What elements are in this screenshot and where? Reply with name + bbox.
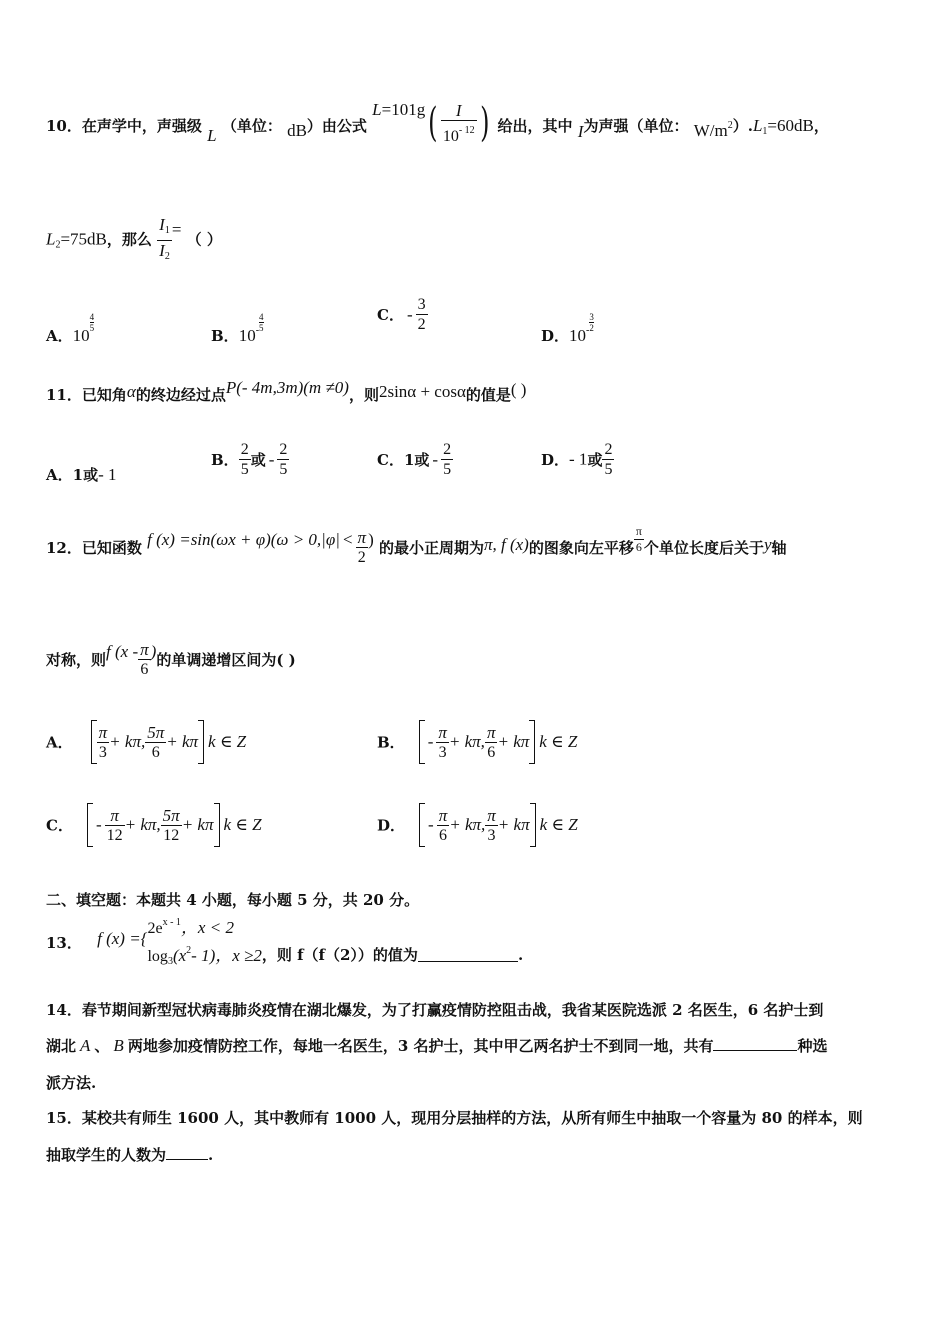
var-A: A — [80, 1036, 91, 1055]
function-def: f (x) =sin(ωx + φ)(ω > 0, — [147, 529, 322, 549]
q12-text: 已知函数 — [81, 539, 142, 557]
var-y: y — [763, 534, 772, 554]
exp-den: 5 — [259, 323, 264, 333]
option-c-sign: - — [432, 449, 439, 469]
mid: + kπ, — [449, 815, 486, 834]
q10-text: 给出，其中 — [497, 116, 573, 135]
option-b-or: 或 — [250, 451, 266, 469]
frac-den: 5 — [279, 461, 288, 478]
period: π, f (x) — [483, 534, 529, 554]
k-in-z: k ∈ Z — [208, 732, 247, 751]
exp-num: 4 — [259, 312, 264, 322]
formula-L: L — [372, 100, 382, 119]
frac-den: 5 — [240, 461, 249, 478]
option-d-value: - 1 — [569, 449, 588, 469]
q10-text: （单位： — [221, 116, 282, 135]
frac-num: π — [635, 524, 642, 538]
q13-number: 13． — [46, 934, 82, 952]
q11-option-d[interactable] — [541, 440, 614, 479]
option-label: C． — [377, 306, 404, 324]
frac — [97, 723, 110, 762]
frac-num: 2 — [279, 441, 288, 458]
q11-option-c[interactable] — [377, 440, 453, 479]
expression: 2sinα + cosα — [378, 382, 466, 401]
case-2-cond: - 1)，x ≥2 — [191, 946, 262, 965]
q13-end: . — [517, 945, 524, 964]
option-b-sign: - — [268, 449, 275, 469]
section-heading: 二、填空题：本题共 4 小题，每小题 5 分，共 20 分。 — [46, 891, 420, 909]
q12-option-c[interactable] — [46, 803, 262, 847]
exp-num: 3 — [589, 312, 594, 322]
option-label: A． — [46, 733, 73, 752]
option-b-base: 10 — [238, 326, 256, 345]
mid: + kπ — [497, 815, 530, 834]
q10-text: ）. — [732, 116, 753, 135]
case-2-exp: 2 — [186, 945, 192, 956]
piecewise-cases — [147, 912, 261, 973]
answer-paren: （ ） — [186, 230, 222, 249]
q10-option-c[interactable] — [377, 295, 428, 334]
frac-num: 2 — [240, 441, 249, 458]
exp-den: 5 — [89, 323, 95, 333]
q14-line1: 14．春节期间新型冠状病毒肺炎疫情在湖北爆发，为了打赢疫情防控阻击战，我省某医院选派 2 名医生，6 名护士到 — [46, 1001, 824, 1019]
frac — [437, 806, 450, 845]
frac — [485, 806, 498, 845]
L1-value: =60dB — [767, 115, 814, 135]
frac-den: 6 — [140, 661, 149, 678]
frac-num: 5π — [162, 805, 180, 825]
point-P: P(- 4m,3m)(m ≠0) — [225, 378, 349, 397]
option-d-frac — [602, 440, 614, 479]
sign: - — [428, 815, 434, 834]
q11-option-b[interactable] — [211, 440, 289, 479]
frac — [145, 723, 166, 762]
frac-den: 6 — [438, 826, 447, 844]
exp-num: 4 — [89, 312, 95, 322]
frac — [436, 723, 449, 762]
option-c-frac — [416, 295, 428, 334]
mid: + kπ, — [109, 732, 146, 751]
q12-option-d[interactable] — [377, 803, 578, 847]
q10-text: 为声强（单位： — [583, 116, 689, 135]
formula-eq: =101g — [381, 100, 426, 119]
answer-paren: ( ) — [510, 380, 527, 399]
option-b-sign: - — [255, 325, 260, 336]
var-I: I — [577, 121, 584, 141]
frac-exp: - 12 — [458, 124, 475, 136]
ratio-bot-sub: 2 — [164, 251, 170, 262]
frac-den: 3 — [98, 743, 107, 761]
abs-phi: |φ| — [321, 529, 340, 549]
frac-den: 6 — [635, 540, 642, 554]
q15-text: 抽取学生的人数为 — [46, 1146, 167, 1164]
paren-right: ) — [479, 100, 490, 146]
frac-den: 5 — [604, 461, 613, 478]
frac-den: 6 — [487, 743, 496, 761]
option-label: C． — [377, 451, 404, 469]
q14-text: 种选 — [797, 1037, 828, 1055]
q15-line1: 15．某校共有师生 1600 人，其中教师有 1000 人，现用分层抽样的方法，从所有师生中抽取一个容量为 80 的样本，则 — [46, 1109, 863, 1127]
ratio-top: I — [159, 215, 165, 234]
option-a-value: - 1 — [98, 465, 117, 484]
case-1-exp: x - 1 — [162, 917, 181, 928]
frac-den: 6 — [151, 743, 160, 761]
q10-line2 — [46, 215, 222, 266]
frac-num: 5π — [147, 722, 165, 742]
q12-number: 12． — [46, 539, 82, 557]
q12-text: 个单位长度后关于 — [643, 539, 764, 557]
option-b-exp — [259, 312, 264, 333]
frac — [485, 723, 498, 762]
less-than: < — [342, 529, 353, 549]
option-label: B． — [377, 733, 405, 752]
unit-w-exp: 2 — [727, 119, 733, 131]
ratio-top-sub: 1 — [164, 225, 170, 236]
formula-fraction — [441, 101, 477, 146]
frac-num: 2 — [604, 441, 613, 458]
q11-line — [46, 378, 527, 405]
option-label: D． — [377, 816, 406, 835]
var-L1: L — [752, 115, 763, 135]
q10-line1 — [46, 100, 829, 150]
option-d-exp — [589, 312, 594, 333]
shift-fraction — [634, 524, 644, 555]
option-label: A． — [46, 466, 73, 484]
q11-number: 11． — [46, 386, 82, 404]
L2-value: =75dB — [60, 229, 107, 249]
q15-answer-blank[interactable] — [166, 1145, 208, 1160]
q14-text: 两地参加疫情防控工作，每地一名医生，3 名护士，其中甲乙两名护士不到同一地，共有 — [127, 1037, 714, 1055]
frac-den: 2 — [417, 316, 426, 333]
L2-sub: 2 — [55, 239, 61, 251]
frac-num: π — [487, 805, 496, 825]
sign: - — [95, 815, 102, 834]
q12-text: 的最小正周期为 — [378, 539, 484, 557]
q12-text: 对称，则 — [46, 651, 107, 669]
q14-answer-blank[interactable] — [713, 1036, 797, 1051]
frac-num: π — [140, 640, 149, 659]
frac-den: 5 — [443, 461, 452, 478]
q10-number: 10． — [46, 116, 82, 135]
q13-line — [46, 912, 523, 973]
ratio-bot: I — [159, 241, 165, 260]
ratio-eq: = — [171, 219, 182, 239]
frac-den: 3 — [487, 826, 496, 844]
q11-text: ，则 — [348, 386, 379, 404]
option-a-exp — [90, 312, 95, 333]
frac-den: 2 — [357, 549, 366, 566]
q12-option-a[interactable] — [46, 720, 246, 764]
q11-text: 的值是 — [465, 386, 511, 404]
frac-num: 3 — [417, 296, 426, 313]
var-B: B — [113, 1036, 124, 1055]
frac-den: 12 — [163, 826, 180, 844]
bracket-right — [214, 803, 220, 847]
q12-text: 轴 — [771, 539, 787, 557]
option-b-frac1 — [239, 440, 251, 479]
option-label: D． — [541, 451, 570, 469]
frac-top: I — [441, 101, 477, 121]
q12-line1 — [46, 524, 787, 567]
option-label: B． — [211, 327, 239, 345]
frac — [105, 806, 125, 845]
q14-text: 、 — [94, 1037, 110, 1055]
frac-den: 3 — [438, 743, 447, 761]
option-label: B． — [211, 451, 239, 469]
q10-option-a[interactable] — [46, 312, 94, 346]
q15-end: . — [208, 1146, 214, 1164]
q12-line2 — [46, 640, 296, 679]
bracket-right — [530, 803, 536, 847]
L1-sub: 1 — [762, 125, 768, 137]
paren-left: ( — [428, 100, 438, 146]
formula — [372, 100, 492, 146]
option-label: D． — [541, 327, 570, 345]
case-2-arg: (x — [172, 946, 187, 965]
ratio-fraction — [157, 215, 172, 266]
q10-text: ，那么 — [106, 230, 152, 249]
case-1 — [147, 912, 261, 940]
option-d-base: 10 — [569, 326, 587, 345]
option-d-or: 或 — [587, 451, 603, 469]
q14-text: 湖北 — [46, 1037, 77, 1055]
mid: + kπ — [166, 732, 199, 751]
mid: + kπ — [497, 732, 530, 751]
unit-db: dB — [287, 120, 307, 140]
unit-w — [694, 121, 733, 140]
q14-line2 — [46, 1035, 828, 1056]
g-expr: f (x - — [106, 641, 139, 661]
frac-num: 2 — [443, 441, 452, 458]
option-label: C． — [46, 816, 73, 835]
g-fraction — [138, 640, 151, 679]
q10-text: ）由公式 — [306, 116, 367, 135]
var-alpha: α — [126, 382, 136, 401]
case-2-log: log — [147, 948, 168, 965]
mid: + kπ — [181, 815, 214, 834]
bracket-left — [419, 720, 425, 764]
g-close: ) — [150, 641, 157, 661]
q10-text: 在声学中，声强级 — [81, 116, 202, 135]
option-a-base: 10 — [72, 326, 90, 345]
q10-option-d[interactable] — [541, 312, 594, 346]
option-a-text: 1或 — [72, 466, 99, 484]
option-d-sign: - — [586, 325, 590, 336]
var-L: L — [207, 125, 217, 145]
case-1-cond: ，x < 2 — [180, 918, 234, 937]
q12-text: 的单调递增区间为( ) — [156, 651, 296, 669]
q11-text: 已知角 — [81, 386, 127, 404]
sign: - — [427, 732, 434, 751]
option-c-text: 1或 — [403, 451, 430, 469]
option-label: A． — [46, 327, 73, 345]
q13-answer-blank[interactable] — [418, 947, 518, 962]
frac-num: π — [438, 722, 447, 742]
q12-text: 的图象向左平移 — [528, 539, 634, 557]
k-in-z: k ∈ Z — [223, 815, 262, 834]
q14-line3: 派方法. — [46, 1074, 97, 1092]
case-2-base: 3 — [167, 956, 173, 967]
mid: + kπ, — [448, 732, 485, 751]
frac-num: π — [98, 722, 108, 742]
pi-over-2 — [356, 528, 369, 567]
option-c-frac — [441, 440, 453, 479]
case-2 — [147, 940, 261, 973]
q10-comma: ， — [813, 116, 829, 135]
close-paren: ) — [368, 529, 374, 549]
var-L2: L — [46, 229, 56, 249]
piecewise-f: f (x) ={ — [97, 928, 148, 948]
frac-num: π — [438, 805, 448, 825]
frac-num: π — [486, 722, 496, 742]
frac-num: π — [357, 528, 367, 547]
k-in-z: k ∈ Z — [539, 732, 578, 751]
q10-option-b[interactable] — [211, 312, 264, 346]
q13-text: ，则 f（f（2））的值为 — [261, 946, 418, 964]
option-c-sign: - — [406, 304, 413, 324]
mid: + kπ, — [124, 815, 161, 834]
q12-option-b[interactable] — [377, 720, 577, 764]
q11-text: 的终边经过点 — [135, 386, 226, 404]
frac-num: π — [105, 806, 125, 826]
q11-option-a[interactable] — [46, 464, 117, 485]
case-1-expr: 2e — [147, 920, 163, 937]
frac-den: 12 — [106, 826, 123, 844]
frac-bot: 10 — [442, 127, 459, 145]
option-b-frac2 — [277, 440, 289, 479]
unit-w-text: W/m — [693, 120, 728, 140]
frac — [161, 806, 182, 845]
q15-line2 — [46, 1144, 213, 1165]
k-in-z: k ∈ Z — [539, 815, 578, 834]
exp-den: 2 — [589, 323, 594, 333]
